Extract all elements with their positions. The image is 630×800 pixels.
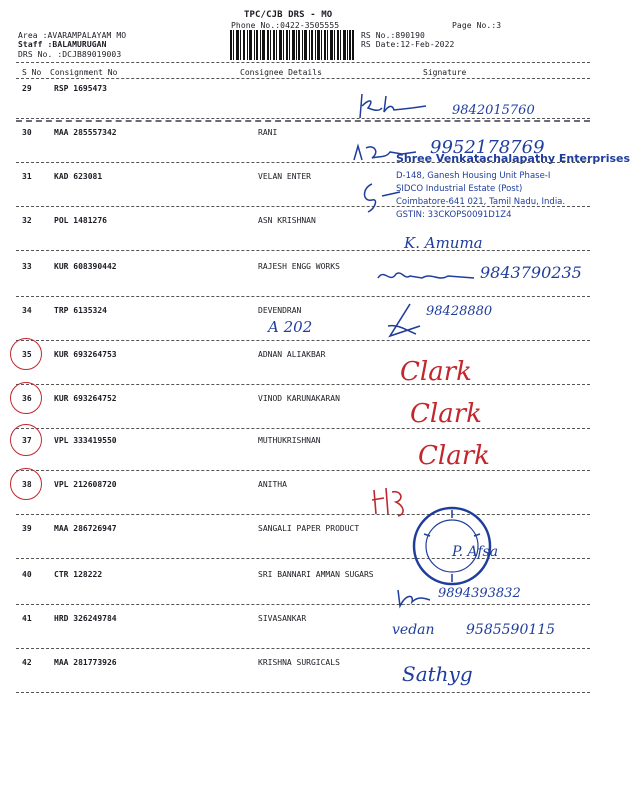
row-consignment: KUR 693264752 xyxy=(54,394,117,403)
row-separator xyxy=(16,648,590,649)
row-consignment: HRD 326249784 xyxy=(54,614,117,623)
signature-scribble xyxy=(360,178,410,218)
row-consignee: RANI xyxy=(258,128,278,137)
rs-date: RS Date:12-Feb-2022 xyxy=(361,40,455,49)
row-separator xyxy=(16,428,590,429)
col-consignee: Consignee Details xyxy=(240,68,322,77)
col-sno: S No xyxy=(22,68,42,77)
row-consignment: CTR 128222 xyxy=(54,570,103,579)
handwritten-phone: 9843790235 xyxy=(480,263,582,282)
table-row xyxy=(0,350,600,394)
row-consignment: KUR 693264753 xyxy=(54,350,117,359)
handwritten-signature: Clark xyxy=(418,441,490,471)
col-consignment: Consignment No xyxy=(50,68,118,77)
handwritten-signature: Sathyg xyxy=(402,662,473,686)
row-consignment: VPL 333419550 xyxy=(54,436,117,445)
row-consignment: KAD 623081 xyxy=(54,172,103,181)
drs-number: DRS No. :DCJB89019003 xyxy=(18,50,122,59)
handwritten-name: K. Amuma xyxy=(404,234,483,252)
row-consignment: POL 1481276 xyxy=(54,216,107,225)
handwritten-phone: 9842015760 xyxy=(452,103,535,118)
row-consignee: DEVENDRAN xyxy=(258,306,302,315)
barcode xyxy=(230,30,354,60)
row-sno: 35 xyxy=(22,350,32,359)
table-row xyxy=(0,216,600,260)
row-consignee: ADNAN ALIAKBAR xyxy=(258,350,326,359)
row-consignee: VELAN ENTER xyxy=(258,172,311,181)
row-separator xyxy=(16,384,590,385)
row-consignee: SANGALI PAPER PRODUCT xyxy=(258,524,360,533)
handwritten-note: A 202 xyxy=(268,318,313,336)
handwritten-signature: Clark xyxy=(400,357,472,387)
row-separator xyxy=(16,250,590,251)
page-number: Page No.:3 xyxy=(452,21,502,30)
col-signature: Signature xyxy=(423,68,467,77)
row-separator xyxy=(16,514,590,515)
row-sno: 40 xyxy=(22,570,32,579)
row-consignee: SRI BANNARI AMMAN SUGARS xyxy=(258,570,374,579)
row-consignment: KUR 608390442 xyxy=(54,262,117,271)
table-row xyxy=(0,436,600,480)
row-separator xyxy=(16,470,590,471)
row-separator xyxy=(16,604,590,605)
row-sno: 42 xyxy=(22,658,32,667)
handwritten-signature: P. Afsa xyxy=(452,544,499,560)
header-rule-bottom xyxy=(16,78,590,79)
row-sno: 30 xyxy=(22,128,32,137)
row-sno: 33 xyxy=(22,262,32,271)
row-consignee: VINOD KARUNAKARAN xyxy=(258,394,340,403)
table-row xyxy=(0,394,600,438)
row-consignee: ASN KRISHNAN xyxy=(258,216,316,225)
handwritten-phone: 9894393832 xyxy=(438,586,521,601)
row-separator xyxy=(16,558,590,559)
company-stamp xyxy=(396,152,630,220)
area-field: Area :AVARAMPALAYAM MO xyxy=(18,31,127,40)
handwritten-phone: 98428880 xyxy=(426,304,493,319)
handwritten-signature: vedan xyxy=(392,622,435,638)
rs-number: RS No.:890190 xyxy=(361,31,425,40)
row-consignment: TRP 6135324 xyxy=(54,306,107,315)
row-consignment: MAA 285557342 xyxy=(54,128,117,137)
row-consignment: MAA 286726947 xyxy=(54,524,117,533)
row-separator-scribble xyxy=(16,120,590,122)
row-separator xyxy=(16,692,590,693)
row-sno: 38 xyxy=(22,480,32,489)
table-row xyxy=(0,480,600,524)
row-separator xyxy=(16,340,590,341)
signature-scribble xyxy=(370,484,410,520)
header-rule-top xyxy=(16,62,590,63)
row-sno: 36 xyxy=(22,394,32,403)
row-consignee: SIVASANKAR xyxy=(258,614,307,623)
signature-scribble xyxy=(374,264,480,288)
stamp-address-line: D-148, Ganesh Housing Unit Phase-I xyxy=(396,171,551,181)
row-consignee: KRISHNA SURGICALS xyxy=(258,658,340,667)
row-separator xyxy=(16,296,590,297)
stamp-company-name: Shree Venkatachalapathy Enterprises xyxy=(396,152,630,165)
row-sno: 29 xyxy=(22,84,32,93)
table-row xyxy=(0,524,600,568)
signature-scribble xyxy=(394,586,434,610)
table-row xyxy=(0,658,600,702)
row-sno: 32 xyxy=(22,216,32,225)
row-sno: 31 xyxy=(22,172,32,181)
stamp-address-line: SIDCO Industrial Estate (Post) xyxy=(396,184,523,194)
row-consignee: RAJESH ENGG WORKS xyxy=(258,262,340,271)
row-consignment: MAA 281773926 xyxy=(54,658,117,667)
row-sno: 34 xyxy=(22,306,32,315)
row-consignee: MUTHUKRISHNAN xyxy=(258,436,321,445)
staff-field: Staff :BALAMURUGAN xyxy=(18,40,107,49)
handwritten-phone: 9585590115 xyxy=(466,622,556,638)
report-title: TPC/CJB DRS - MO xyxy=(244,10,333,20)
stamp-gstin: GSTIN: 33CKOPS0091D1Z4 xyxy=(396,210,512,220)
row-consignee: ANITHA xyxy=(258,480,287,489)
row-sno: 37 xyxy=(22,436,32,445)
signature-scribble xyxy=(380,300,430,342)
row-sno: 41 xyxy=(22,614,32,623)
handwritten-phone: 9952178769 xyxy=(430,137,545,158)
stamp-address-line: Coimbatore-641 021, Tamil Nadu, India. xyxy=(396,197,566,207)
handwritten-signature: Clark xyxy=(410,399,482,429)
signature-scribble xyxy=(352,88,452,124)
row-separator xyxy=(16,118,590,119)
phone-number: Phone No.:0422-3505555 xyxy=(231,21,340,30)
row-consignment: RSP 1695473 xyxy=(54,84,107,93)
row-consignment: VPL 212608720 xyxy=(54,480,117,489)
row-sno: 39 xyxy=(22,524,32,533)
